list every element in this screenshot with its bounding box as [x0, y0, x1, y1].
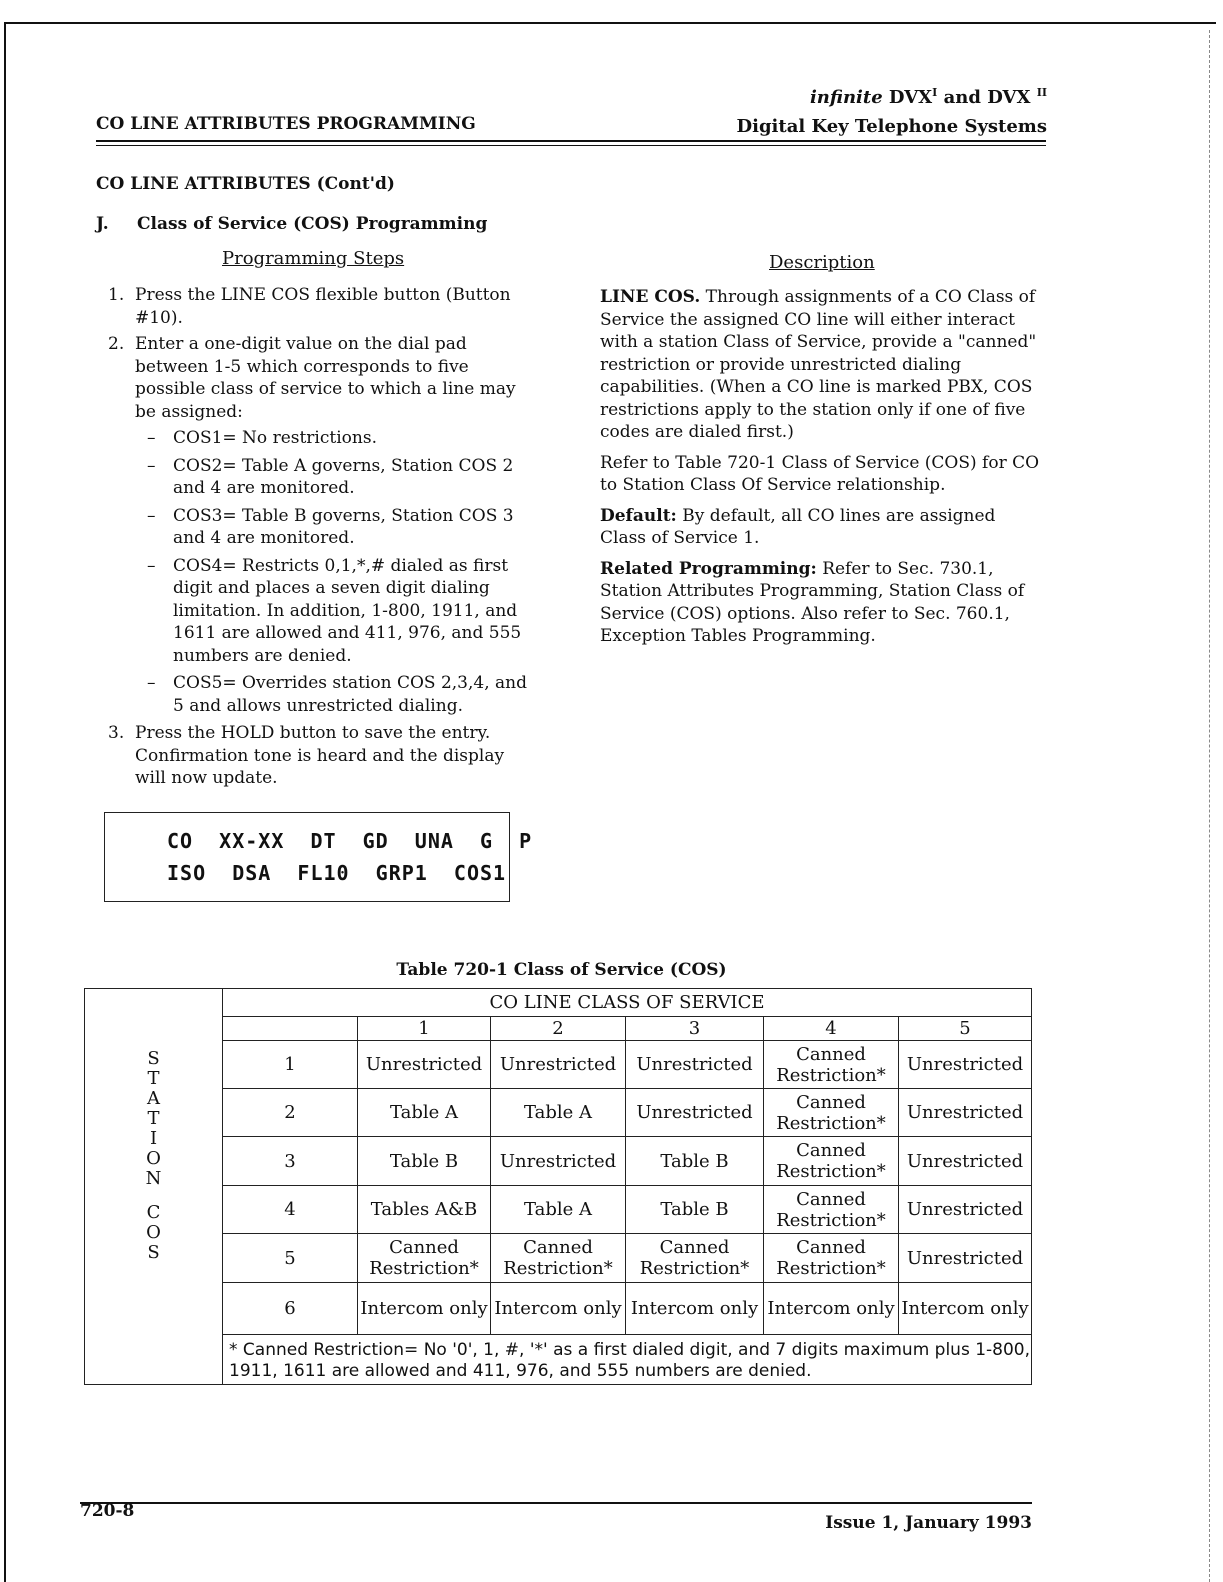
- description-heading: Description: [769, 252, 875, 273]
- subsection-letter: J.: [96, 214, 109, 234]
- description-term: LINE COS.: [600, 287, 701, 307]
- description-column: [600, 286, 1044, 656]
- description-paragraph: [600, 286, 1044, 444]
- table-cell: Table B: [626, 1137, 764, 1186]
- side-letter: O: [146, 1222, 161, 1243]
- description-text: Through assignments of a CO Class of Service the assigned CO line will either interact with a station Class of Service, provide a "canned" restriction or provide unrestricted dialing capabilities. (When a CO line is marked PBX, COS restrictions apply to the station only if one of five codes are dialed first.): [600, 287, 1037, 442]
- step-number: 3.: [108, 723, 125, 743]
- step-1: [108, 284, 536, 329]
- footer-rule: [80, 1502, 1032, 1504]
- lcd-line-2: ISO DSA FL10 GRP1 COS1: [167, 861, 507, 885]
- side-letter: N: [145, 1168, 162, 1189]
- table-cell: Unrestricted: [626, 1089, 764, 1137]
- table-cell: Unrestricted: [626, 1041, 764, 1089]
- header-rule: [96, 140, 1046, 142]
- step-number: 2.: [108, 334, 125, 354]
- cos-option: – COS4= Restricts 0,1,*,# dialed as first digit and places a seven digit dialing limitation. In addition, 1-800, 1911, and 1611 are allowed and 411, 976, and 555 numbers are denied.: [147, 555, 522, 666]
- table-row: [85, 1234, 1032, 1283]
- cos-option-text: COS1= No restrictions.: [173, 428, 377, 448]
- column-header: 5: [899, 1017, 1032, 1041]
- step-text: Press the HOLD button to save the entry. Confirmation tone is heard and the display will now update.: [135, 723, 505, 788]
- co-line-class-of-service-header: CO LINE CLASS OF SERVICE: [223, 989, 1032, 1017]
- table-cell: Canned Restriction*: [764, 1234, 899, 1283]
- station-cos-number: 1: [223, 1041, 358, 1089]
- side-letter: T: [147, 1108, 160, 1129]
- table-cell: Canned Restriction*: [764, 1041, 899, 1089]
- table-cell: Table A: [491, 1089, 626, 1137]
- issue-date: Issue 1, January 1993: [825, 1513, 1032, 1533]
- cos-table: [84, 988, 1032, 1385]
- table-cell: Intercom only: [358, 1283, 491, 1335]
- page-number: 720-8: [80, 1501, 135, 1521]
- cos-option-text: COS3= Table B governs, Station COS 3 and 4 are monitored.: [173, 505, 514, 548]
- lcd-line-1: CO XX-XX DT GD UNA G P: [167, 829, 533, 853]
- table-cell: Unrestricted: [899, 1041, 1032, 1089]
- step-number: 1.: [108, 285, 125, 305]
- related-term: Related Programming:: [600, 558, 817, 579]
- cos-option-text: COS4= Restricts 0,1,*,# dialed as first digit and places a seven digit dialing limitation. In addition, 1-800, 1911, and 1611 are allowed and 411, 976, and 555 numbers are denied.: [173, 555, 522, 666]
- canned-restriction-footnote: * Canned Restriction= No '0', 1, #, '*' as a first dialed digit, and 7 digits maximum plus 1-800, 1911, 1611 are allowed and 411, 976, and 555 numbers are denied.: [223, 1335, 1032, 1385]
- station-cos-number: 3: [223, 1137, 358, 1186]
- table-cell: Unrestricted: [899, 1234, 1032, 1283]
- table-cell: Unrestricted: [899, 1186, 1032, 1234]
- brand-dvx1: DVX: [888, 87, 933, 108]
- table-cell: Canned Restriction*: [764, 1089, 899, 1137]
- table-cell: Canned Restriction*: [491, 1234, 626, 1283]
- column-header: 4: [764, 1017, 899, 1041]
- step-3: [108, 722, 536, 790]
- column-header: 1: [358, 1017, 491, 1041]
- corner-cell: [223, 1017, 358, 1041]
- side-letter: C: [146, 1202, 161, 1223]
- header-section-label: CO LINE ATTRIBUTES PROGRAMMING: [96, 114, 476, 134]
- table-row: [85, 1137, 1032, 1186]
- steps-heading: Programming Steps: [222, 248, 405, 269]
- cos-option-text: COS2= Table A governs, Station COS 2 and 4 are monitored.: [173, 455, 514, 498]
- table-cell: Unrestricted: [491, 1137, 626, 1186]
- table-cell: Canned Restriction*: [626, 1234, 764, 1283]
- table-cell: Table A: [358, 1089, 491, 1137]
- page-frame-left: [4, 22, 6, 1582]
- section-title: CO LINE ATTRIBUTES (Cont'd): [96, 174, 395, 194]
- brand-sup1: I: [932, 86, 938, 99]
- brand-italic: infinite: [809, 87, 883, 108]
- default-text: By default, all CO lines are assigned Class of Service 1.: [600, 505, 996, 548]
- page-frame-top: [4, 22, 1216, 24]
- station-cos-number: 6: [223, 1283, 358, 1335]
- side-letter: O: [146, 1148, 161, 1169]
- station-cos-number: 2: [223, 1089, 358, 1137]
- table-cell: Tables A&B: [358, 1186, 491, 1234]
- table-cell: Unrestricted: [899, 1137, 1032, 1186]
- brand-and-dvx: and DVX: [943, 87, 1031, 108]
- column-header: 2: [491, 1017, 626, 1041]
- table-cell: Table B: [626, 1186, 764, 1234]
- header-product-subtitle: Digital Key Telephone Systems: [736, 116, 1047, 137]
- side-letter: T: [147, 1068, 160, 1089]
- table-title: Table 720-1 Class of Service (COS): [396, 960, 727, 980]
- side-letter: S: [147, 1242, 160, 1263]
- page-frame-right: [1209, 30, 1210, 1582]
- cos-option: – COS1= No restrictions.: [147, 428, 377, 448]
- table-cell: Intercom only: [491, 1283, 626, 1335]
- description-paragraph: Refer to Table 720-1 Class of Service (COS) for CO to Station Class Of Service relationship.: [600, 452, 1040, 495]
- cos-option-text: COS5= Overrides station COS 2,3,4, and 5 and allows unrestricted dialing.: [173, 673, 527, 716]
- cos-option: – COS3= Table B governs, Station COS 3 and 4 are monitored.: [147, 505, 514, 548]
- lcd-display-box: [104, 812, 533, 902]
- brand-sup2: II: [1036, 86, 1047, 99]
- table-cell: Table B: [358, 1137, 491, 1186]
- default-paragraph: [600, 505, 1044, 550]
- table-cell: Unrestricted: [491, 1041, 626, 1089]
- step-text: Press the LINE COS flexible button (Button #10).: [135, 285, 511, 328]
- table-cell: Table A: [491, 1186, 626, 1234]
- subsection-title: Class of Service (COS) Programming: [137, 214, 488, 234]
- side-letter: I: [149, 1128, 158, 1149]
- table-cell: Intercom only: [764, 1283, 899, 1335]
- table-cell: Unrestricted: [358, 1041, 491, 1089]
- header-product-name: [810, 86, 1047, 108]
- table-cell: Canned Restriction*: [764, 1137, 899, 1186]
- header-rule-thin: [96, 145, 1046, 146]
- station-cos-number: 5: [223, 1234, 358, 1283]
- table-cell: Unrestricted: [899, 1089, 1032, 1137]
- related-programming-paragraph: [600, 558, 1044, 648]
- table-cell: Intercom only: [626, 1283, 764, 1335]
- table-row: [85, 1041, 1032, 1089]
- column-header: 3: [626, 1017, 764, 1041]
- side-letter: S: [147, 1048, 160, 1069]
- step-text: Enter a one-digit value on the dial pad between 1-5 which corresponds to five possible class of service to which a line may be assigned:: [135, 334, 516, 422]
- programming-steps: [108, 284, 536, 794]
- table-row: [85, 1089, 1032, 1137]
- station-cos-number: 4: [223, 1186, 358, 1234]
- related-text: Refer to Sec. 730.1, Station Attributes Programming, Station Class of Service (COS) options. Also refer to Sec. 760.1, Exception Tables Programming.: [600, 558, 1025, 646]
- default-term: Default:: [600, 505, 677, 526]
- table-cell: Canned Restriction*: [358, 1234, 491, 1283]
- side-letter: A: [147, 1088, 160, 1109]
- step-2: [108, 333, 536, 717]
- side-letter-gap: [85, 1189, 222, 1203]
- cos-option: – COS5= Overrides station COS 2,3,4, and 5 and allows unrestricted dialing.: [147, 673, 527, 716]
- table-cell: Intercom only: [899, 1283, 1032, 1335]
- table-row: [85, 1186, 1032, 1234]
- table-row: [85, 1283, 1032, 1335]
- station-cos-side-label: [85, 989, 223, 1385]
- cos-option: – COS2= Table A governs, Station COS 2 and 4 are monitored.: [147, 455, 514, 498]
- table-cell: Canned Restriction*: [764, 1186, 899, 1234]
